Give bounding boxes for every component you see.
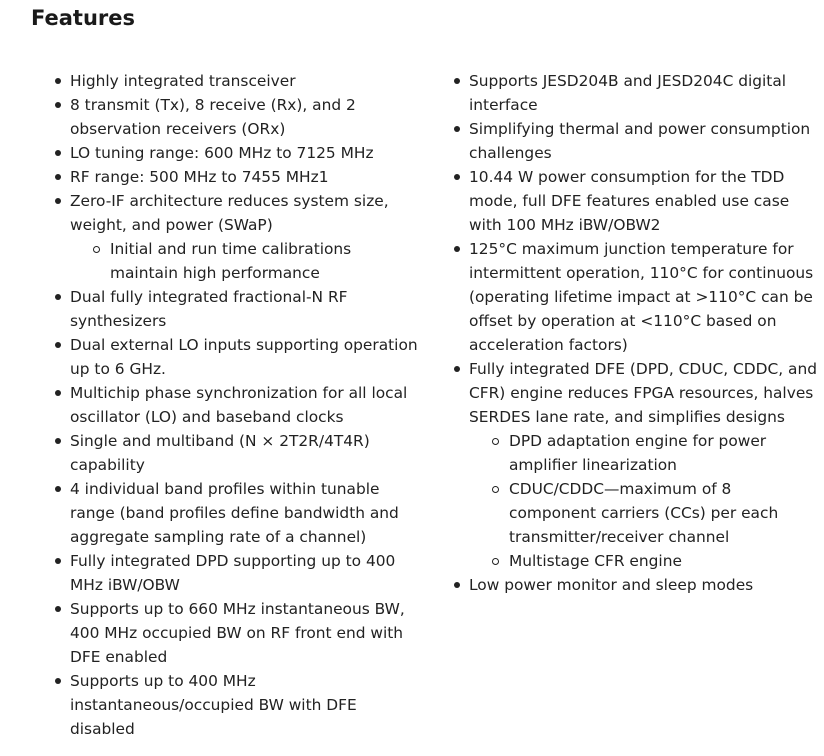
feature-item [50, 549, 422, 597]
feature-item [449, 573, 817, 597]
feature-item [50, 669, 422, 741]
features-column-right [449, 69, 817, 597]
feature-subitem [509, 429, 817, 477]
feature-text: LO tuning range: 600 MHz to 7125 MHz [70, 144, 374, 162]
feature-sublist [70, 237, 422, 285]
feature-text: RF range: 500 MHz to 7455 MHz1 [70, 168, 329, 186]
feature-item [50, 285, 422, 333]
feature-text: Low power monitor and sleep modes [469, 576, 754, 594]
feature-text: Fully integrated DPD supporting up to 400 MHz iBW/OBW [70, 552, 396, 594]
feature-text: Zero-IF architecture reduces system size, weight, and power (SWaP) [70, 192, 389, 234]
feature-item [449, 357, 817, 573]
feature-subitem [509, 477, 817, 549]
features-list-left [50, 69, 422, 741]
feature-text: Multichip phase synchronization for all local oscillator (LO) and baseband clocks [70, 384, 408, 426]
feature-item [50, 93, 422, 141]
feature-item [449, 165, 817, 237]
feature-text: Dual fully integrated fractional-N RF synthesizers [70, 288, 348, 330]
feature-item [50, 141, 422, 165]
feature-text: Single and multiband (N × 2T2R/4T4R) capability [70, 432, 370, 474]
feature-text: Supports up to 660 MHz instantaneous BW, 400 MHz occupied BW on RF front end with DFE enabled [70, 600, 405, 666]
feature-text: Highly integrated transceiver [70, 72, 296, 90]
feature-text: 8 transmit (Tx), 8 receive (Rx), and 2 observation receivers (ORx) [70, 96, 356, 138]
feature-subitem-text: DPD adaptation engine for power amplifier linearization [509, 432, 767, 474]
feature-sublist [469, 429, 817, 573]
feature-subitem-text: Multistage CFR engine [509, 552, 682, 570]
features-list-right [449, 69, 817, 597]
feature-text: Supports JESD204B and JESD204C digital interface [469, 72, 787, 114]
feature-text: 10.44 W power consumption for the TDD mode, full DFE features enabled use case with 100 MHz iBW/OBW2 [469, 168, 790, 234]
feature-item [50, 165, 422, 189]
feature-item [449, 237, 817, 357]
feature-item [50, 333, 422, 381]
feature-item [50, 597, 422, 669]
feature-subitem [509, 549, 817, 573]
features-column-left [50, 69, 422, 741]
feature-text: 4 individual band profiles within tunable range (band profiles define bandwidth and aggregate sampling rate of a channel) [70, 480, 399, 546]
feature-item [50, 69, 422, 93]
feature-text: Simplifying thermal and power consumption challenges [469, 120, 811, 162]
feature-item [449, 117, 817, 165]
feature-item [50, 477, 422, 549]
feature-text: Fully integrated DFE (DPD, CDUC, CDDC, and CFR) engine reduces FPGA resources, halves SERDES lane rate, and simplifies designs [469, 360, 817, 426]
feature-item [50, 381, 422, 429]
feature-subitem-text: CDUC/CDDC—maximum of 8 component carriers (CCs) per each transmitter/receiver channel [509, 480, 779, 546]
section-heading: Features [31, 6, 135, 30]
feature-subitem-text: Initial and run time calibrations maintain high performance [110, 240, 352, 282]
feature-text: Supports up to 400 MHz instantaneous/occupied BW with DFE disabled [70, 672, 357, 738]
feature-text: Dual external LO inputs supporting operation up to 6 GHz. [70, 336, 418, 378]
feature-item [50, 189, 422, 285]
feature-item [449, 69, 817, 117]
feature-item [50, 429, 422, 477]
feature-subitem [110, 237, 422, 285]
feature-text: 125°C maximum junction temperature for intermittent operation, 110°C for continuous (operating lifetime impact at >110°C can be offset by operation at <110°C based on acceleration factors) [469, 240, 814, 354]
